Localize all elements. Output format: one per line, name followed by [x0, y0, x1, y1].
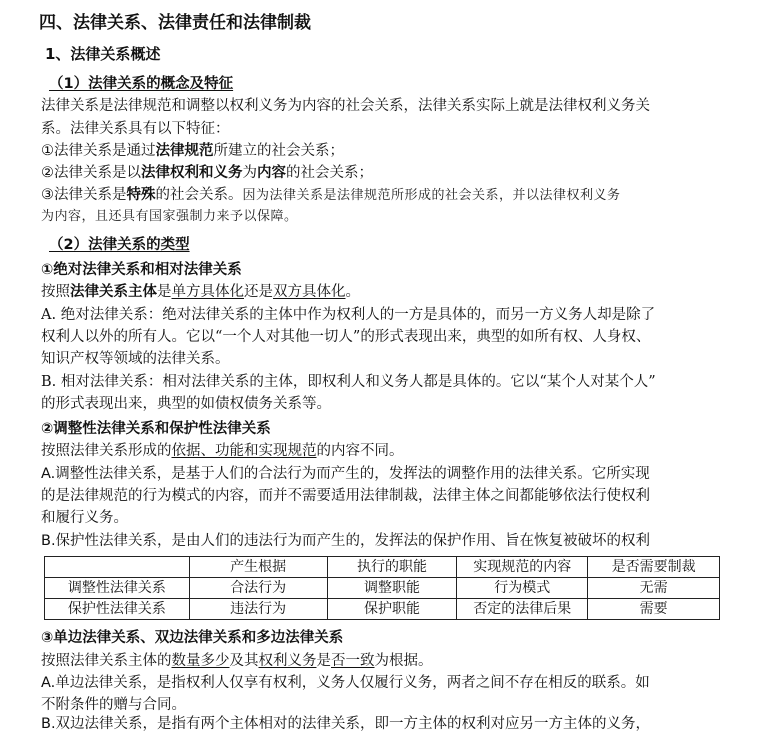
table-cell: 违法行为 — [189, 599, 327, 620]
paragraph-line: 和履行义务。 — [41, 510, 128, 526]
table-cell: 调整职能 — [327, 578, 457, 599]
text: 为根据。 — [374, 653, 433, 669]
subsection-title: （2）法律关系的类型 — [49, 237, 190, 253]
text: 按照 — [41, 284, 70, 300]
underlined: 依据、功能和实现规范 — [171, 443, 317, 459]
paragraph-line: B.双边法律关系，是指有两个主体相对的法律关系，即一方主体的权利对应另一方主体的义务， — [41, 716, 651, 732]
table-cell: 无需 — [588, 578, 720, 599]
emphasis: 法律权利和义务 — [141, 165, 243, 181]
text: 为 — [242, 165, 257, 181]
table-cell: 合法行为 — [189, 578, 327, 599]
paragraph-line: 系。法律关系具有以下特征： — [41, 121, 230, 137]
text: 。 — [345, 284, 360, 300]
text: ①法律关系是通过 — [41, 143, 156, 159]
paragraph-line: 的形式表现出来，典型的如债权债务关系等。 — [41, 396, 331, 412]
paragraph-line: 不附条件的赠与合同。 — [41, 697, 186, 713]
text: 按照法律关系形成的 — [41, 443, 172, 459]
paragraph-line: 知识产权等领域的法律关系。 — [41, 351, 230, 367]
underlined: 权利义务 — [258, 653, 317, 669]
table-header-row — [45, 557, 720, 578]
underlined: 否一致 — [331, 653, 375, 669]
table-cell: 保护性法律关系 — [45, 599, 190, 620]
type2-basis — [41, 441, 735, 461]
text: 按照法律关系主体的 — [41, 653, 172, 669]
text: 是 — [157, 284, 172, 300]
type1-basis — [41, 282, 735, 302]
subsection-title: （1）法律关系的概念及特征 — [49, 76, 234, 92]
underlined: 双方具体化 — [273, 284, 346, 300]
paragraph-line: 权利人以外的所有人。它以“一个人对其他一切人”的形式表现出来，典型的如所有权、人身权、 — [41, 329, 651, 345]
table-header-cell — [45, 557, 190, 578]
note-text: 因为法律关系是法律规范所形成的社会关系，并以法律权利义务 — [242, 188, 621, 203]
paragraph-line: B. 相对法律关系：相对法律关系的主体，即权利人和义务人都是具体的。它以“某个人对某个人” — [41, 374, 656, 390]
section-heading: 1、法律关系概述 — [45, 45, 161, 63]
table-cell: 行为模式 — [457, 578, 588, 599]
emphasis: 特殊 — [126, 187, 156, 203]
paragraph-line: 法律关系是法律规范和调整以权利义务为内容的社会关系，法律关系实际上就是法律权利义务关 — [41, 98, 650, 114]
text: ②法律关系是以 — [41, 165, 141, 181]
text: 还是 — [244, 284, 273, 300]
feature-item-2 — [41, 163, 735, 183]
table-cell: 调整性法律关系 — [45, 578, 190, 599]
text: 是 — [316, 653, 331, 669]
text: 所建立的社会关系； — [213, 143, 344, 159]
table-header-cell: 产生根据 — [189, 557, 327, 578]
emphasis: 法律规范 — [155, 143, 214, 159]
paragraph-line: A.调整性法律关系，是基于人们的合法行为而产生的，发挥法的调整作用的法律关系。它所实现 — [41, 466, 650, 482]
chapter-heading: 四、法律关系、法律责任和法律制裁 — [39, 13, 311, 33]
underlined: 单方具体化 — [171, 284, 244, 300]
comparison-table — [44, 556, 720, 620]
table-header-cell: 实现规范的内容 — [457, 557, 588, 578]
table-cell: 否定的法律后果 — [457, 599, 588, 620]
paragraph-line: A. 绝对法律关系：绝对法律关系的主体中作为权利人的一方是具体的，而另一方义务人却是除了 — [41, 307, 656, 323]
subsection-heading-types — [49, 235, 735, 255]
text: ③法律关系是 — [41, 187, 127, 203]
paragraph-line: 的是法律规范的行为模式的内容，而并不需要适用法律制裁，法律主体之间都能够依法行使权利 — [41, 488, 650, 504]
text: 的内容不同。 — [316, 443, 404, 459]
type1-heading: ①绝对法律关系和相对法律关系 — [41, 262, 242, 278]
text: 及其 — [229, 653, 259, 669]
text: 的社会关系； — [286, 165, 373, 181]
feature-item-3 — [41, 185, 735, 206]
table-header-cell: 执行的职能 — [327, 557, 457, 578]
paragraph-line: B.保护性法律关系，是由人们的违法行为而产生的，发挥法的保护作用、旨在恢复被破坏的权利 — [41, 533, 651, 549]
subsection-heading-concept — [49, 74, 735, 94]
text: 的社会关系。 — [155, 187, 243, 203]
table-cell: 保护职能 — [327, 599, 457, 620]
underlined: 数量多少 — [171, 653, 230, 669]
emphasis: 内容 — [257, 165, 286, 181]
feature-item-1 — [41, 141, 735, 161]
paragraph-line: A.单边法律关系，是指权利人仅享有权利，义务人仅履行义务，两者之间不存在相反的联系。如 — [41, 675, 650, 691]
type3-heading: ③单边法律关系、双边法律关系和多边法律关系 — [41, 630, 344, 646]
type2-heading: ②调整性法律关系和保护性法律关系 — [41, 421, 271, 437]
note-text-line: 为内容，且还具有国家强制力来予以保障。 — [41, 209, 298, 224]
table-row — [45, 599, 720, 620]
type3-basis — [41, 651, 735, 671]
table-header-cell: 是否需要制裁 — [588, 557, 720, 578]
table-cell: 需要 — [588, 599, 720, 620]
emphasis: 法律关系主体 — [70, 284, 157, 300]
table-row — [45, 578, 720, 599]
